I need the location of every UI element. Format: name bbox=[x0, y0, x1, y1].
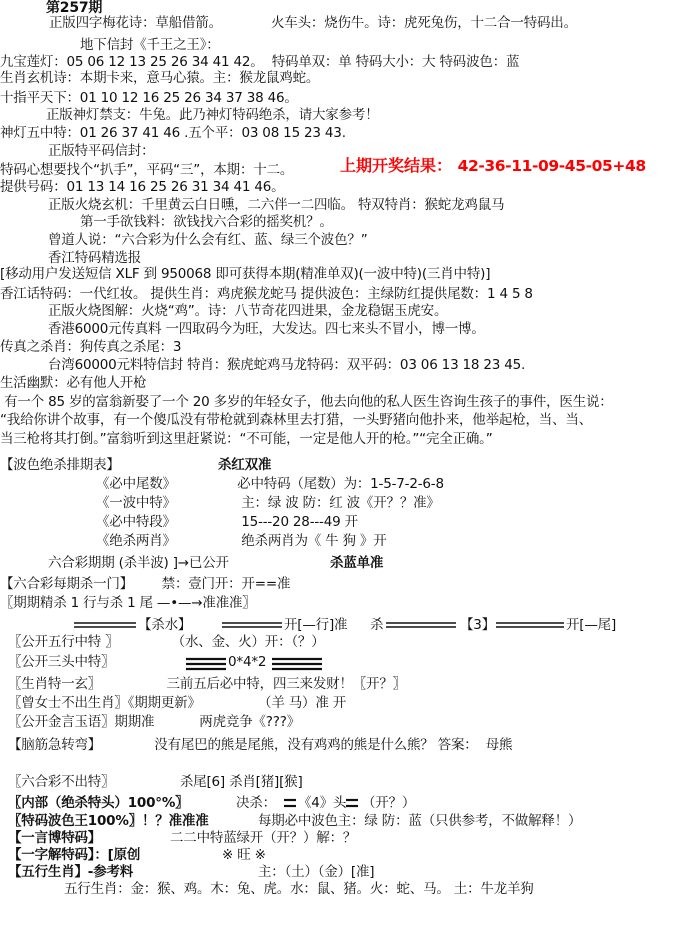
text-line-e02: 开[—行]准 bbox=[284, 617, 348, 633]
text-line-e12: ※ 旺 ※ bbox=[222, 847, 266, 863]
text-line-e10: 每期必中波色主：绿 防：蓝（只供参考，不做解释！） bbox=[258, 813, 582, 829]
result-numbers: 42-36-11-09-45-05+48 bbox=[457, 157, 646, 175]
text-line-l12: 第一手欲钱料：欲钱找六合彩的摇奖机？。 bbox=[80, 214, 333, 230]
text-line-l17: 正版火烧图解：火烧“鸡”。诗：八节奇花四进果，金龙稳锯玉虎安。 bbox=[48, 303, 448, 319]
issue-title: 第257期 bbox=[46, 0, 103, 16]
text-line-l26: 《必中尾数》 必中特码（尾数）为：1-5-7-2-6-8 bbox=[96, 476, 444, 492]
text-line-e08: 《4》头 bbox=[298, 795, 347, 811]
text-line-l22: 有一个 85 岁的富翁新娶了一个 20 多岁的年轻女子，他去向他的私人医生咨询生孩子的事件，医生说： bbox=[0, 394, 613, 410]
text-line-l37: 〖公开金言玉语〗期期准 两虎竞争《???》 bbox=[8, 714, 300, 730]
text-line-l19: 传真之杀肖：狗传真之杀尾：3 bbox=[0, 339, 182, 355]
text-line-l27: 《一波中特》 主：绿 波 防：红 波《开？？准》 bbox=[96, 495, 440, 511]
text-line-e04: 【3】 bbox=[460, 617, 495, 633]
text-line-l35: 〖生肖特一玄〗 三前五后必中特，四三来发财！〖开？〗 bbox=[8, 676, 406, 692]
text-line-l31: 【六合彩每期杀一门】 禁：壹门开：开==准 bbox=[0, 576, 291, 592]
text-line-l10: 提供号码：01 13 14 16 25 26 31 34 41 46。 bbox=[0, 179, 285, 195]
text-line-l24: 当三枪将其打倒。”富翁听到这里赶紧说：“不可能，一定是他人开的枪。”“完全正确。” bbox=[0, 431, 493, 447]
text-line-l09: 特码心想要找个“扒手”，平码“三”，本期：十二。 bbox=[0, 162, 294, 178]
text-line-e03: 杀 bbox=[370, 617, 384, 633]
text-line-l04: 生肖玄机诗：本期卡来，意马心猿。主：猴龙鼠鸡蛇。 bbox=[0, 70, 320, 86]
text-line-b06: 【一字解特码】：[原创 bbox=[8, 847, 141, 863]
text-line-l14: 香江特码精选报 bbox=[48, 250, 142, 266]
text-line-l32: 〖期期精杀 1 行与杀 1 尾 —•—→准准准〗 bbox=[0, 595, 256, 611]
text-line-l18: 香港6000元传真料 一四取码今为旺，大发达。四七来头不冒小，博一博。 bbox=[48, 321, 485, 337]
text-line-l28: 《必中特段》 15---20 28---49 开 bbox=[96, 514, 358, 530]
text-line-e01: 【杀水】 bbox=[138, 617, 192, 633]
text-line-l36: 〖曾女士不出生肖〗《期期更新》 （羊 马）准 开 bbox=[8, 695, 347, 711]
text-line-l41: 五行生肖：金：猴、鸡。木：兔、虎。水：鼠、猪。火：蛇、马。 土：牛龙羊狗 bbox=[64, 881, 534, 897]
text-line-l33: 〖公开五行中特 〗 （水、金、火）开：（？） bbox=[8, 634, 325, 650]
text-line-b04: 〖特码波色王100%〗！？准准准 bbox=[8, 813, 209, 829]
text-line-l29: 《绝杀两肖》 绝杀两肖为《 牛 狗 》开 bbox=[96, 533, 387, 549]
text-line-l08: 正版特平码信封： bbox=[48, 143, 155, 159]
text-line-l06: 正版神灯禁支：牛兔。此乃神灯特码绝杀，请大家参考！ bbox=[46, 107, 379, 123]
result-label: 上期开奖结果： bbox=[340, 156, 453, 175]
text-line-b03: 〖内部（绝杀特头）100°%〗 bbox=[8, 795, 189, 811]
text-line-e07: 决杀： bbox=[236, 795, 276, 811]
text-line-l03: 九宝莲灯：05 06 12 13 25 26 34 41 42。 特码单双：单 特码大小：大 特码波色：蓝 bbox=[0, 54, 520, 70]
text-line-l30: 六合彩期期 (杀半波) ]→已公开 bbox=[48, 555, 229, 571]
text-line-l13: 曾道人说：“六合彩为什么会有红、蓝、绿三个波色？” bbox=[48, 232, 368, 248]
text-line-l38: 【脑筋急转弯】 没有尾巴的熊是尾熊，没有鸡鸡的熊是什么熊？ 答案： 母熊 bbox=[8, 737, 513, 753]
text-line-l11: 正版火烧玄机：千里黄云白日曛，二六伴一二四临。 特双特肖：猴蛇龙鸡鼠马 bbox=[48, 197, 505, 213]
text-line-l15: [移动用户发送短信 XLF 到 950068 即可获得本期(精准单双)(一波中特)(三肖中特)] bbox=[0, 266, 491, 282]
text-line-l40: 主：（土）（金）[准] bbox=[258, 864, 375, 880]
text-line-l20: 台湾60000元料特信封 特肖：猴虎蛇鸡马龙特码：双平码：03 06 13 18 23 45. bbox=[48, 357, 526, 373]
text-line-l25: 【波色绝杀排期表】 bbox=[0, 457, 120, 473]
text-line-l01: 正版四字梅花诗：草船借箭。 火车头：烧伤牛。诗：虎死兔伤，十二合一特码出。 bbox=[49, 15, 577, 31]
text-line-b02: 杀蓝单准 bbox=[330, 555, 384, 571]
text-line-e09: （开？） bbox=[362, 795, 416, 811]
text-line-l05: 十指平天下：01 10 12 16 25 26 34 37 38 46。 bbox=[0, 90, 298, 106]
text-line-e06: 0*4*2 bbox=[228, 654, 267, 670]
text-line-l39: 〖六合彩不出特〗 杀尾[6] 杀肖[猪][猴] bbox=[8, 774, 303, 790]
text-line-b07: 【五行生肖】-参考料 bbox=[8, 864, 134, 880]
text-line-l02: 地下信封《千王之王》： bbox=[80, 37, 220, 53]
text-line-l23: “我给你讲个故事，有一个傻瓜没有带枪就到森林里去打猎，一头野猪向他扑来，他举起枪，当、当、 bbox=[0, 412, 592, 428]
text-line-l21: 生活幽默：必有他人开枪 bbox=[0, 375, 147, 391]
text-line-b01: 杀红双准 bbox=[218, 457, 272, 473]
text-line-l34: 〖公开三头中特〗 bbox=[8, 654, 115, 670]
text-line-e11: 二二中特蓝绿开（开？）解：？ bbox=[170, 830, 357, 846]
text-line-b05: 【一言博特码】 bbox=[8, 830, 102, 846]
text-line-l16: 香江话特码：一代红妆。 提供生肖：鸡虎猴龙蛇马 提供波色：主绿防红提供尾数：1 4 5 8 bbox=[0, 286, 533, 302]
text-line-l07: 神灯五中特：01 26 37 41 46 .五个平：03 08 15 23 43. bbox=[0, 125, 346, 141]
text-line-e05: 开[—尾] bbox=[566, 617, 617, 633]
